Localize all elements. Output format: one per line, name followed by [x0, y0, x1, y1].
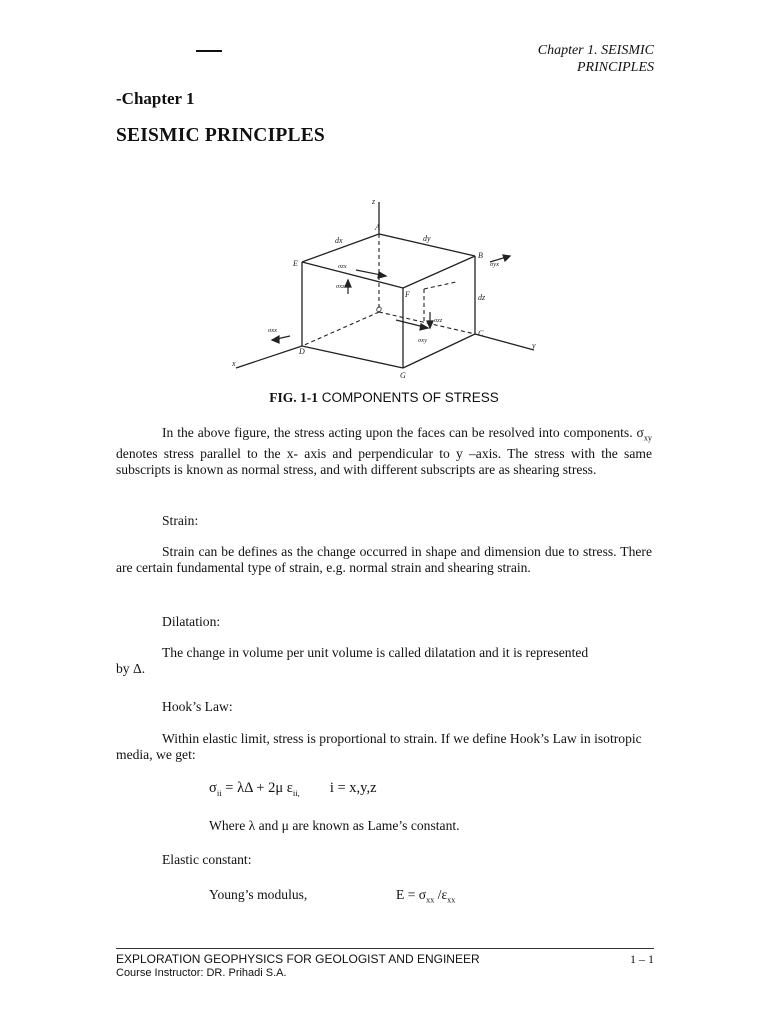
- edge-DG: [302, 346, 403, 368]
- arrow-sig-zx-head: [378, 272, 386, 278]
- label-dx: dx: [335, 236, 343, 245]
- label-D: D: [299, 347, 305, 356]
- label-sig-xz: σxz: [336, 283, 345, 290]
- arrow-sig-zz-head: [427, 321, 433, 328]
- dilatation-line1: The change in volume per unit volume is called dilatation and it is represented: [162, 645, 589, 660]
- label-A: A: [375, 223, 380, 232]
- header-dash: [196, 50, 222, 52]
- figure-caption-text: COMPONENTS OF STRESS: [321, 390, 499, 405]
- arrow-sig-yx-head: [503, 255, 510, 261]
- label-O: O: [376, 305, 382, 314]
- footer-instructor: Course Instructor: DR. Prihadi S.A.: [116, 967, 287, 979]
- figure-number: FIG. 1-1: [269, 390, 318, 405]
- label-E: E: [293, 259, 298, 268]
- label-dz: dz: [478, 293, 486, 302]
- label-sig-zx: σzx: [338, 263, 347, 270]
- youngs-modulus-label: Young’s modulus,: [209, 887, 308, 902]
- label-sig-xy: σxy: [418, 337, 427, 344]
- hooke-formula: [209, 780, 377, 798]
- running-header-line2: PRINCIPLES: [577, 60, 654, 75]
- label-sig-xx-left: σxx: [268, 327, 277, 334]
- label-B: B: [478, 251, 483, 260]
- label-F: F: [405, 290, 410, 299]
- stress-components-figure: [228, 196, 540, 382]
- formula-lhs: σ: [209, 780, 217, 796]
- strain-heading: Strain:: [162, 513, 199, 528]
- sigma-symbol: σ: [636, 425, 644, 440]
- label-x: x: [232, 359, 236, 368]
- edge-GC: [403, 334, 475, 368]
- running-header-line1: Chapter 1. SEISMIC: [537, 43, 654, 58]
- young-eq-sub1: xx: [426, 895, 435, 905]
- label-G: G: [400, 371, 406, 380]
- label-C: C: [478, 329, 484, 338]
- label-sig-yx: σyx: [490, 261, 499, 268]
- formula-range: i = x,y,z: [329, 780, 377, 796]
- para1-text-b: denotes stress parallel to the x- axis and perpendicular to y –axis. The stress with the same subscripts is known as normal stress, and with different subscripts are as shearing stress.: [116, 446, 652, 477]
- hidden-edge-OC: [379, 312, 475, 334]
- label-dy: dy: [423, 234, 431, 243]
- inner-dash-top: [424, 282, 456, 289]
- dilatation-line2: by Δ.: [116, 660, 146, 676]
- running-header: [538, 42, 654, 76]
- label-sig-zz: σzz: [434, 317, 443, 324]
- figure-caption: [0, 390, 768, 406]
- label-z: z: [372, 197, 376, 206]
- arrow-sig-xy-head: [420, 324, 428, 330]
- hooke-heading: Hook’s Law:: [162, 699, 233, 714]
- formula-lhs-sub: ii: [216, 787, 222, 798]
- young-eq-mid: /ε: [434, 887, 448, 902]
- strain-paragraph: Strain can be defines as the change occurred in shape and dimension due to stress. There are certain fundamental type of strain, e.g. normal strain and shearing strain.: [116, 544, 652, 575]
- y-axis: [475, 334, 534, 350]
- dilatation-heading: Dilatation:: [162, 614, 221, 629]
- paragraph-stress-components: [116, 425, 652, 477]
- formula-mid: = λΔ + 2μ ε: [225, 780, 293, 796]
- label-y: y: [532, 341, 536, 350]
- young-eq-sub2: xx: [447, 895, 456, 905]
- arrow-sig-xx-head: [272, 336, 279, 343]
- formula-mid-sub: ii,: [292, 787, 300, 798]
- footer-page-number: 1 – 1: [630, 952, 654, 966]
- chapter-label: -Chapter 1: [116, 89, 195, 108]
- page-title: SEISMIC PRINCIPLES: [116, 125, 325, 146]
- lame-constant-note: Where λ and μ are known as Lame’s constant.: [209, 818, 460, 833]
- hidden-edge-OD: [302, 312, 379, 346]
- youngs-modulus-equation: [396, 887, 455, 905]
- edge-FB: [403, 256, 475, 288]
- footer-title: EXPLORATION GEOPHYSICS FOR GEOLOGIST AND ENGINEER: [116, 952, 480, 966]
- sigma-subscript: xy: [643, 433, 652, 443]
- para1-text-a: In the above figure, the stress acting upon the faces can be resolved into components.: [162, 425, 637, 440]
- hooke-paragraph: Within elastic limit, stress is proportional to strain. If we define Hook’s Law in isotropic media, we get:: [116, 731, 642, 762]
- edge-EF: [302, 262, 403, 288]
- young-eq-lhs: E = σ: [396, 887, 427, 902]
- elastic-constant-heading: Elastic constant:: [162, 852, 252, 867]
- dilatation-paragraph: [116, 645, 652, 676]
- x-axis: [236, 346, 302, 368]
- arrow-sig-xz-head: [345, 280, 351, 287]
- footer-rule: [116, 948, 654, 949]
